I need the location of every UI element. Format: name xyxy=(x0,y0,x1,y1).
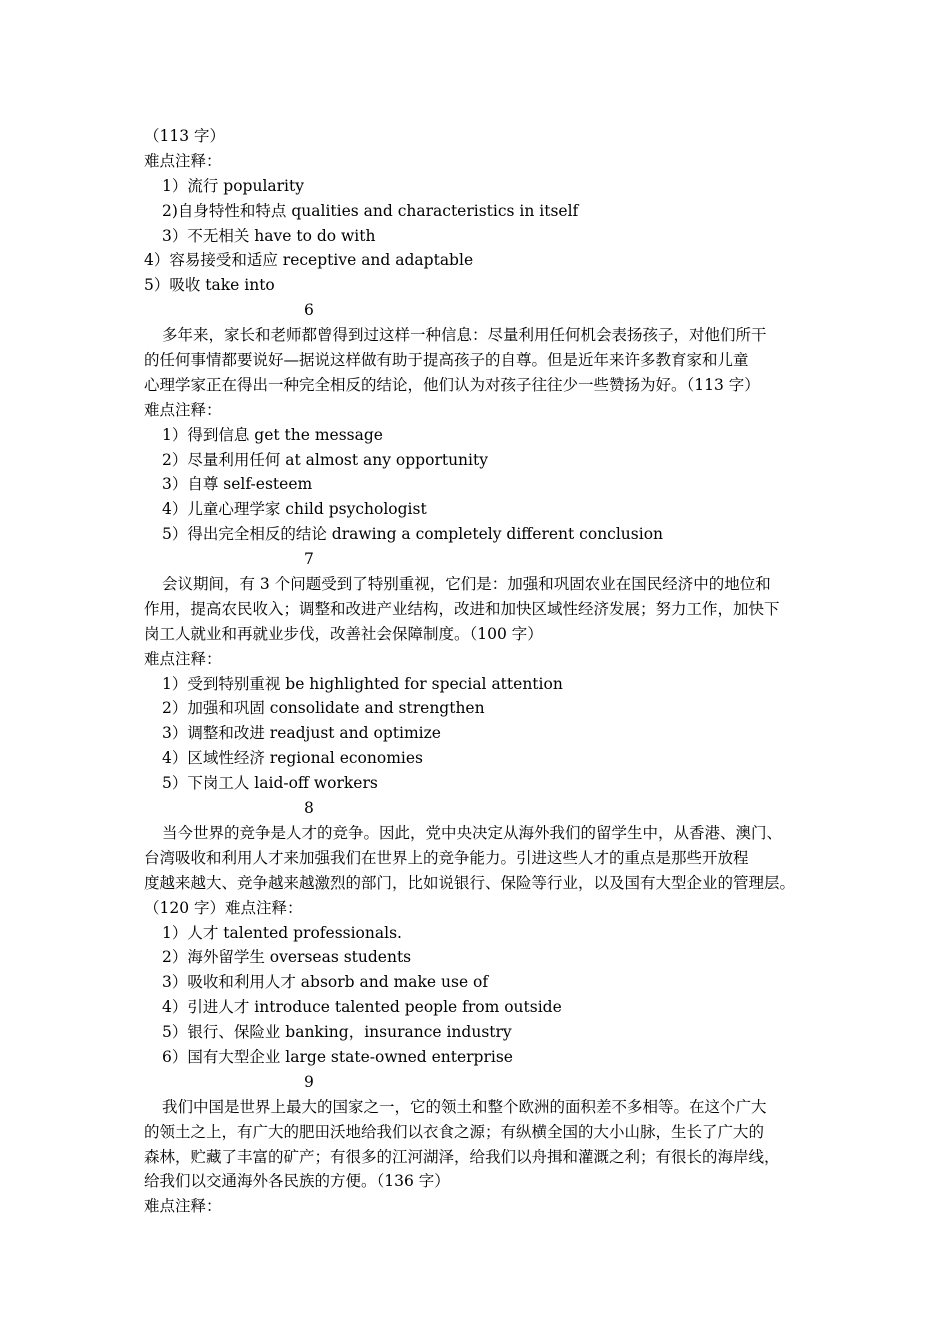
note-item: 1）流行 popularity xyxy=(162,176,304,195)
section-number: 9 xyxy=(304,1072,314,1091)
paragraph-line: 心理学家正在得出一种完全相反的结论，他们认为对孩子往往少一些赞扬为好。（113 字） xyxy=(144,375,760,394)
note-item: 2）海外留学生 overseas students xyxy=(162,948,412,967)
note-item: 4）引进人才 introduce talented people from outside xyxy=(162,998,562,1017)
paragraph-line: 的领土之上，有广大的肥田沃地给我们以衣食之源；有纵横全国的大小山脉，生长了广大的 xyxy=(144,1122,765,1141)
note-item: 5）得出完全相反的结论 drawing a completely different conclusion xyxy=(162,525,664,544)
note-item: 4）容易接受和适应 receptive and adaptable xyxy=(144,251,474,270)
note-item: 2)自身特性和特点 qualities and characteristics in itself xyxy=(162,201,579,220)
paragraph-line: 度越来越大、竞争越来越激烈的部门，比如说银行、保险等行业，以及国有大型企业的管理层。 xyxy=(144,873,796,892)
note-item: 5）银行、保险业 banking，insurance industry xyxy=(162,1023,512,1042)
section-number: 8 xyxy=(304,799,314,818)
paragraph-line: 森林，贮藏了丰富的矿产；有很多的江河湖泽，给我们以舟揖和灌溉之利；有很长的海岸线， xyxy=(144,1147,780,1166)
notes-heading: 难点注释： xyxy=(144,1197,222,1216)
paragraph-line: 当今世界的竞争是人才的竞争。因此，党中央决定从海外我们的留学生中，从香港、澳门、 xyxy=(162,823,783,842)
note-item: 4）区域性经济 regional economies xyxy=(162,749,423,768)
note-item: 6）国有大型企业 large state-owned enterprise xyxy=(162,1047,513,1066)
note-item: 5）吸收 take into xyxy=(144,276,275,295)
section-number: 7 xyxy=(304,550,314,569)
notes-heading: （120 字）难点注释： xyxy=(144,898,303,917)
note-item: 2）尽量利用任何 at almost any opportunity xyxy=(162,450,488,469)
paragraph-line: 作用，提高农民收入；调整和改进产业结构，改进和加快区域性经济发展；努力工作，加快下 xyxy=(144,599,780,618)
paragraph-line: 多年来，家长和老师都曾得到过这样一种信息：尽量利用任何机会表扬孩子，对他们所干 xyxy=(162,326,767,345)
word-count: （113 字） xyxy=(144,127,226,145)
note-item: 1）人才 talented professionals. xyxy=(162,923,402,942)
paragraph-line: 会议期间，有 3 个问题受到了特别重视，它们是：加强和巩固农业在国民经济中的地位和 xyxy=(162,575,771,594)
section-number: 6 xyxy=(304,301,314,320)
paragraph-line: 的任何事情都要说好—据说这样做有助于提高孩子的自尊。但是近年来许多教育家和儿童 xyxy=(144,351,749,370)
notes-heading: 难点注释： xyxy=(144,400,222,419)
note-item: 3）不无相关 have to do with xyxy=(162,226,376,245)
paragraph-line: 我们中国是世界上最大的国家之一，它的领土和整个欧洲的面积差不多相等。在这个广大 xyxy=(162,1097,767,1116)
note-item: 3）调整和改进 readjust and optimize xyxy=(162,724,441,743)
note-item: 1）得到信息 get the message xyxy=(162,425,383,444)
note-item: 2）加强和巩固 consolidate and strengthen xyxy=(162,699,485,718)
note-item: 3）自尊 self-esteem xyxy=(162,475,313,494)
notes-heading: 难点注释： xyxy=(144,151,222,170)
paragraph-line: 岗工人就业和再就业步伐，改善社会保障制度。（100 字） xyxy=(144,624,543,643)
note-item: 5）下岗工人 laid-off workers xyxy=(162,774,378,793)
note-item: 3）吸收和利用人才 absorb and make use of xyxy=(162,973,489,992)
document-page xyxy=(144,124,824,1219)
note-item: 4）儿童心理学家 child psychologist xyxy=(162,500,427,519)
note-item: 1）受到特别重视 be highlighted for special attention xyxy=(162,674,563,693)
paragraph-line: 台湾吸收和利用人才来加强我们在世界上的竞争能力。引进这些人才的重点是那些开放程 xyxy=(144,848,749,867)
paragraph-line: 给我们以交通海外各民族的方便。（136 字） xyxy=(144,1172,450,1191)
notes-heading: 难点注释： xyxy=(144,649,222,668)
